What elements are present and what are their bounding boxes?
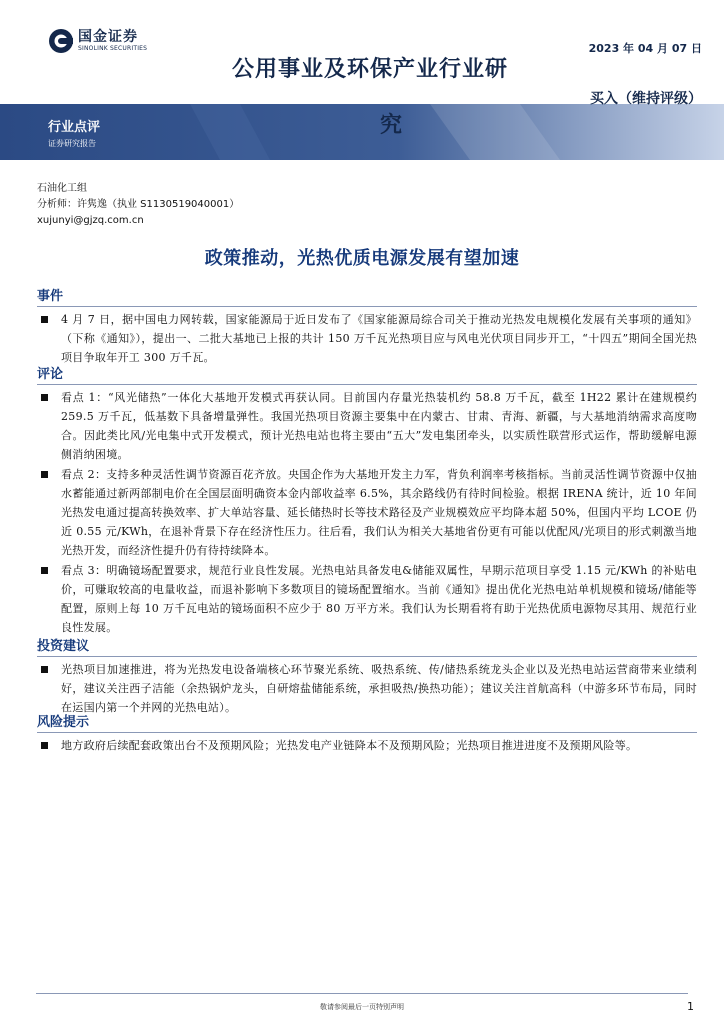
bullet-icon: [41, 316, 48, 323]
analyst-info: [37, 181, 239, 229]
bullet-icon: [41, 742, 48, 749]
report-category: 证券研究报告: [48, 139, 96, 148]
logo-name: 国金证券: [78, 28, 138, 45]
bullet-icon: [41, 394, 48, 401]
bullet-icon: [41, 471, 48, 478]
analyst-group: 石油化工组: [37, 183, 87, 194]
paragraph: 看点 2：支持多种灵活性调节资源百花齐放。央国企作为大基地开发主力军，背负利润率考核指标。当前灵活性调节资源中仅抽水蓄能通过新两部制电价在全国层面明确资本金内部收益率 6.5%，其余路线仍有待时间检验。根据 IRENA 统计，近 10 年间光热发电通过提高转换效率、扩大单站容量、延长储热时长等技术路径及产业规模效应平均降本超 50%，但国内平均 LCOE 仍近 0.55 元/KWh，在退补背景下存在经济性压力。往后看，我们认为相关大基地省份更有可能以优配风/光项目的形式刺激当地光热开发，而经济性提升仍有待持续降本。: [37, 465, 697, 560]
section-investment: [37, 638, 697, 717]
report-type: 行业点评: [48, 120, 101, 135]
report-title-wrap: 究: [380, 113, 403, 138]
section-risk: [37, 714, 697, 755]
section-title: 评论: [37, 367, 64, 382]
paragraph: 看点 1：“风光储热”一体化大基地开发模式再获认同。目前国内存量光热装机约 58.8 万千瓦，截至 1H22 累计在建规模约 259.5 万千瓦，低基数下具备增量弹性。我国光热项目资源主要集中在内蒙古、甘肃、青海、新疆，与大基地消纳需求高度吻合。因此类比风/光电集中式开发模式，预计光热电站也将主要由“五大”发电集团牵头，以实质性联营形式运作，帮助缓解电源侧消纳困境。: [37, 388, 697, 464]
paragraph: 光热项目加速推进，将为光热发电设备端核心环节聚光系统、吸热系统、传/储热系统龙头企业以及光热电站运营商带来业绩利好，建议关注西子洁能（余热锅炉龙头，自研熔盐储能系统，承担吸热/换热功能）；建议关注首航高科（中游多环节布局，同时在运国内第一个并网的光热电站）。: [37, 660, 697, 717]
rating-label: 买入（维持评级）: [590, 91, 702, 107]
bullet-icon: [41, 666, 48, 673]
section-divider: [37, 732, 697, 733]
section-title: 事件: [37, 289, 64, 304]
logo-mark-icon: [48, 28, 74, 54]
report-date: 2023 年 04 月 07 日: [588, 42, 702, 55]
section-divider: [37, 656, 697, 657]
paragraph: 4 月 7 日，据中国电力网转载，国家能源局于近日发布了《国家能源局综合司关于推动光热发电规模化发展有关事项的通知》（下称《通知》），提出一、二批大基地已上报的共计 150 万千瓦光热项目应与风电光伏项目同步开工，“十四五”期间全国光热项目争取年开工 300 万千瓦。: [37, 310, 697, 367]
section-title: 风险提示: [37, 715, 90, 730]
brand-logo: [48, 28, 147, 54]
bullet-icon: [41, 567, 48, 574]
paragraph: 地方政府后续配套政策出台不及预期风险；光热发电产业链降本不及预期风险；光热项目推进进度不及预期风险等。: [37, 736, 697, 755]
report-header: [0, 0, 724, 160]
section-divider: [37, 384, 697, 385]
section-event: [37, 288, 697, 367]
analyst-email[interactable]: xujunyi@gjzq.com.cn: [37, 215, 144, 226]
footer-divider: [36, 993, 688, 994]
logo-english: SINOLINK SECURITIES: [78, 44, 148, 52]
footer-disclaimer: 敬请参阅最后一页特别声明: [320, 1003, 404, 1011]
section-title: 投资建议: [37, 639, 90, 654]
article-headline: 政策推动，光热优质电源发展有望加速: [204, 248, 520, 269]
section-comment: [37, 366, 697, 637]
section-divider: [37, 306, 697, 307]
report-title: 公用事业及环保产业行业研: [232, 57, 509, 82]
paragraph: 看点 3：明确镜场配置要求，规范行业良性发展。光热电站具备发电&储能双属性，早期示范项目享受 1.15 元/KWh 的补贴电价，可赚取较高的电量收益，而退补影响下多数项目的镜场配置缩水。当前《通知》提出优化光热电站单机规模和镜场/储能等配置，原则上每 10 万千瓦电站的镜场面积不应少于 80 万平方米。我们认为长期看将有助于光热优质电源物尽其用、规范行业良性发展。: [37, 561, 697, 637]
page-number: 1: [687, 1000, 694, 1013]
analyst-name: 分析师：许隽逸（执业 S1130519040001）: [37, 199, 240, 210]
